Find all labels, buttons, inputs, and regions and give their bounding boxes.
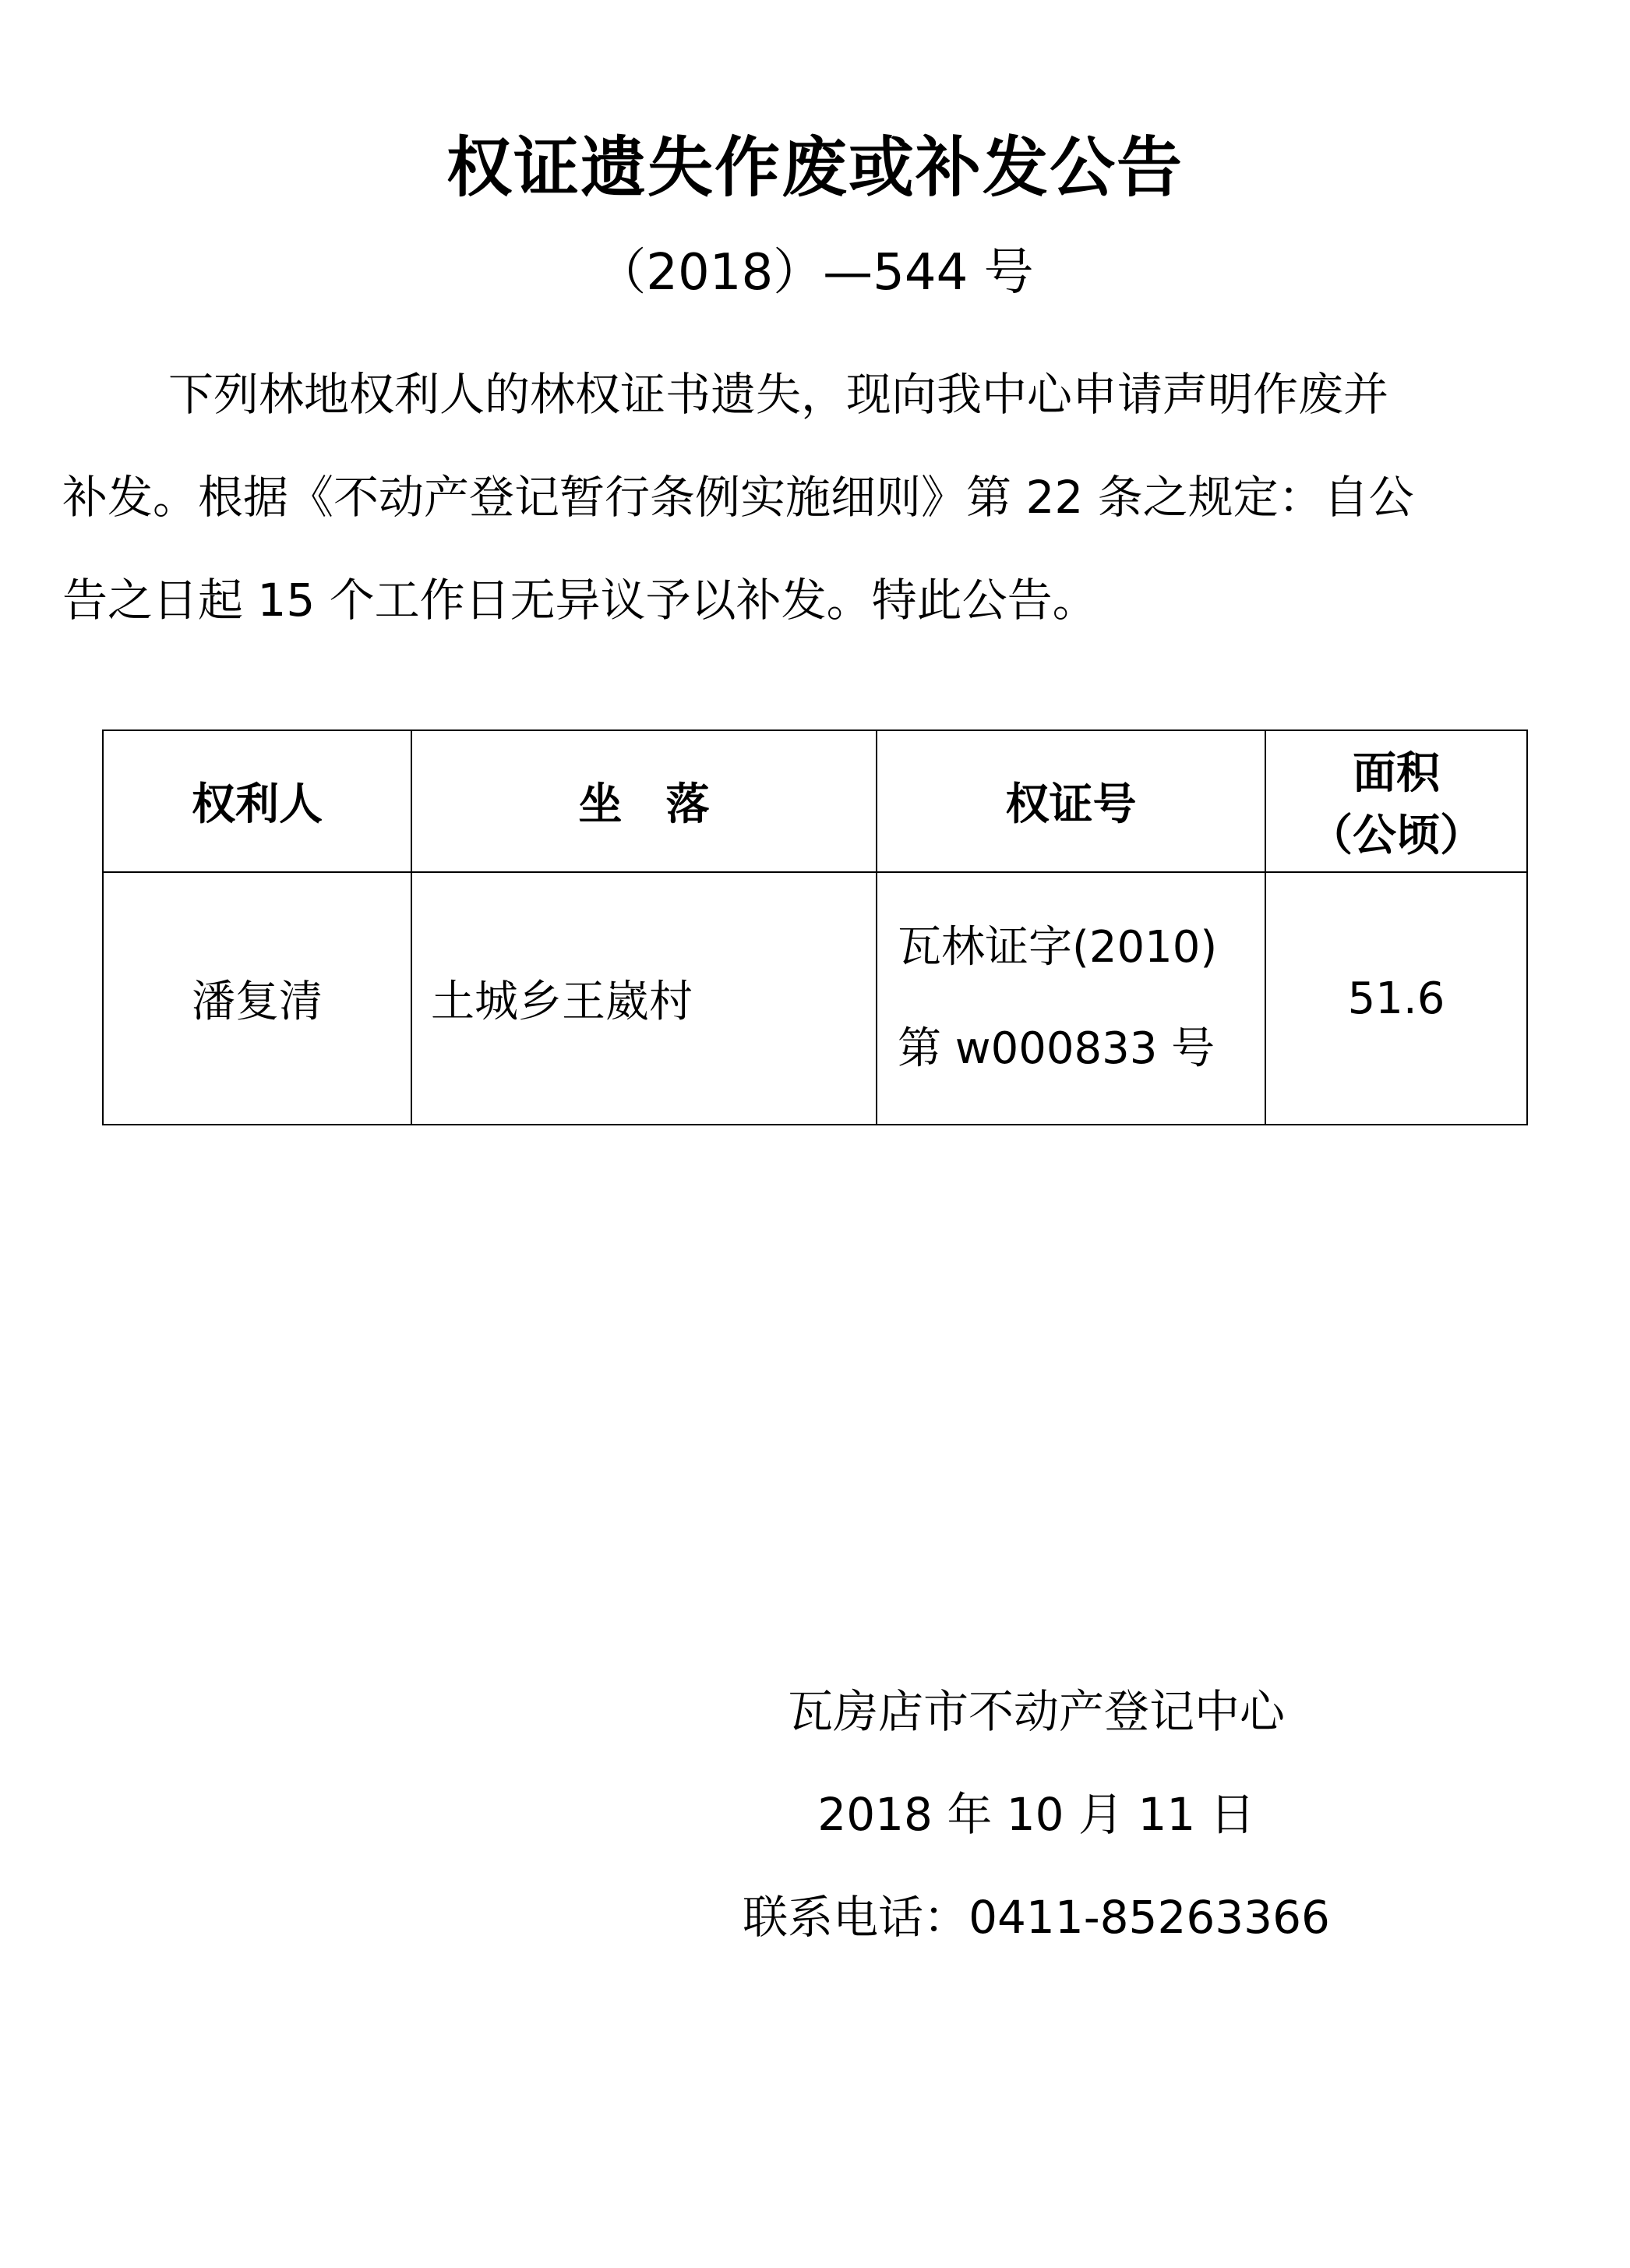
notice-body (62, 343, 1574, 652)
cert-number-line-2: 第 w000833 号 (898, 1023, 1215, 1074)
header-area-label: 面积 (1353, 748, 1440, 799)
header-area (1265, 730, 1527, 872)
header-location: 坐 落 (411, 730, 877, 872)
signature-block (686, 1660, 1387, 1969)
body-line-1: 下列林地权利人的林权证书遗失，现向我中心申请声明作废并 (168, 368, 1389, 421)
issue-date: 2018 年 10 月 11 日 (817, 1788, 1255, 1841)
records-table (102, 730, 1528, 1125)
cell-area: 51.6 (1265, 872, 1527, 1125)
table-row (103, 872, 1527, 1125)
cell-holder: 潘复清 (103, 872, 411, 1125)
cert-number-line-1: 瓦林证字(2010) (898, 922, 1218, 973)
header-cert-number: 权证号 (877, 730, 1265, 872)
header-area-unit: （公顷） (1309, 811, 1484, 861)
issuing-organization: 瓦房店市不动产登记中心 (787, 1685, 1285, 1738)
header-holder: 权利人 (103, 730, 411, 872)
cell-cert-number (877, 872, 1265, 1125)
cell-location: 土城乡王崴村 (411, 872, 877, 1125)
notice-title: 权证遗失作废或补发公告 (446, 129, 1184, 206)
contact-phone: 联系电话：0411-85263366 (743, 1891, 1330, 1944)
body-line-2: 补发。根据《不动产登记暂行条例实施细则》第 22 条之规定：自公 (62, 471, 1414, 524)
document-number: （2018）—544 号 (596, 244, 1034, 302)
table-header-row (103, 730, 1527, 872)
body-line-3: 告之日起 15 个工作日无异议予以补发。特此公告。 (62, 574, 1098, 627)
